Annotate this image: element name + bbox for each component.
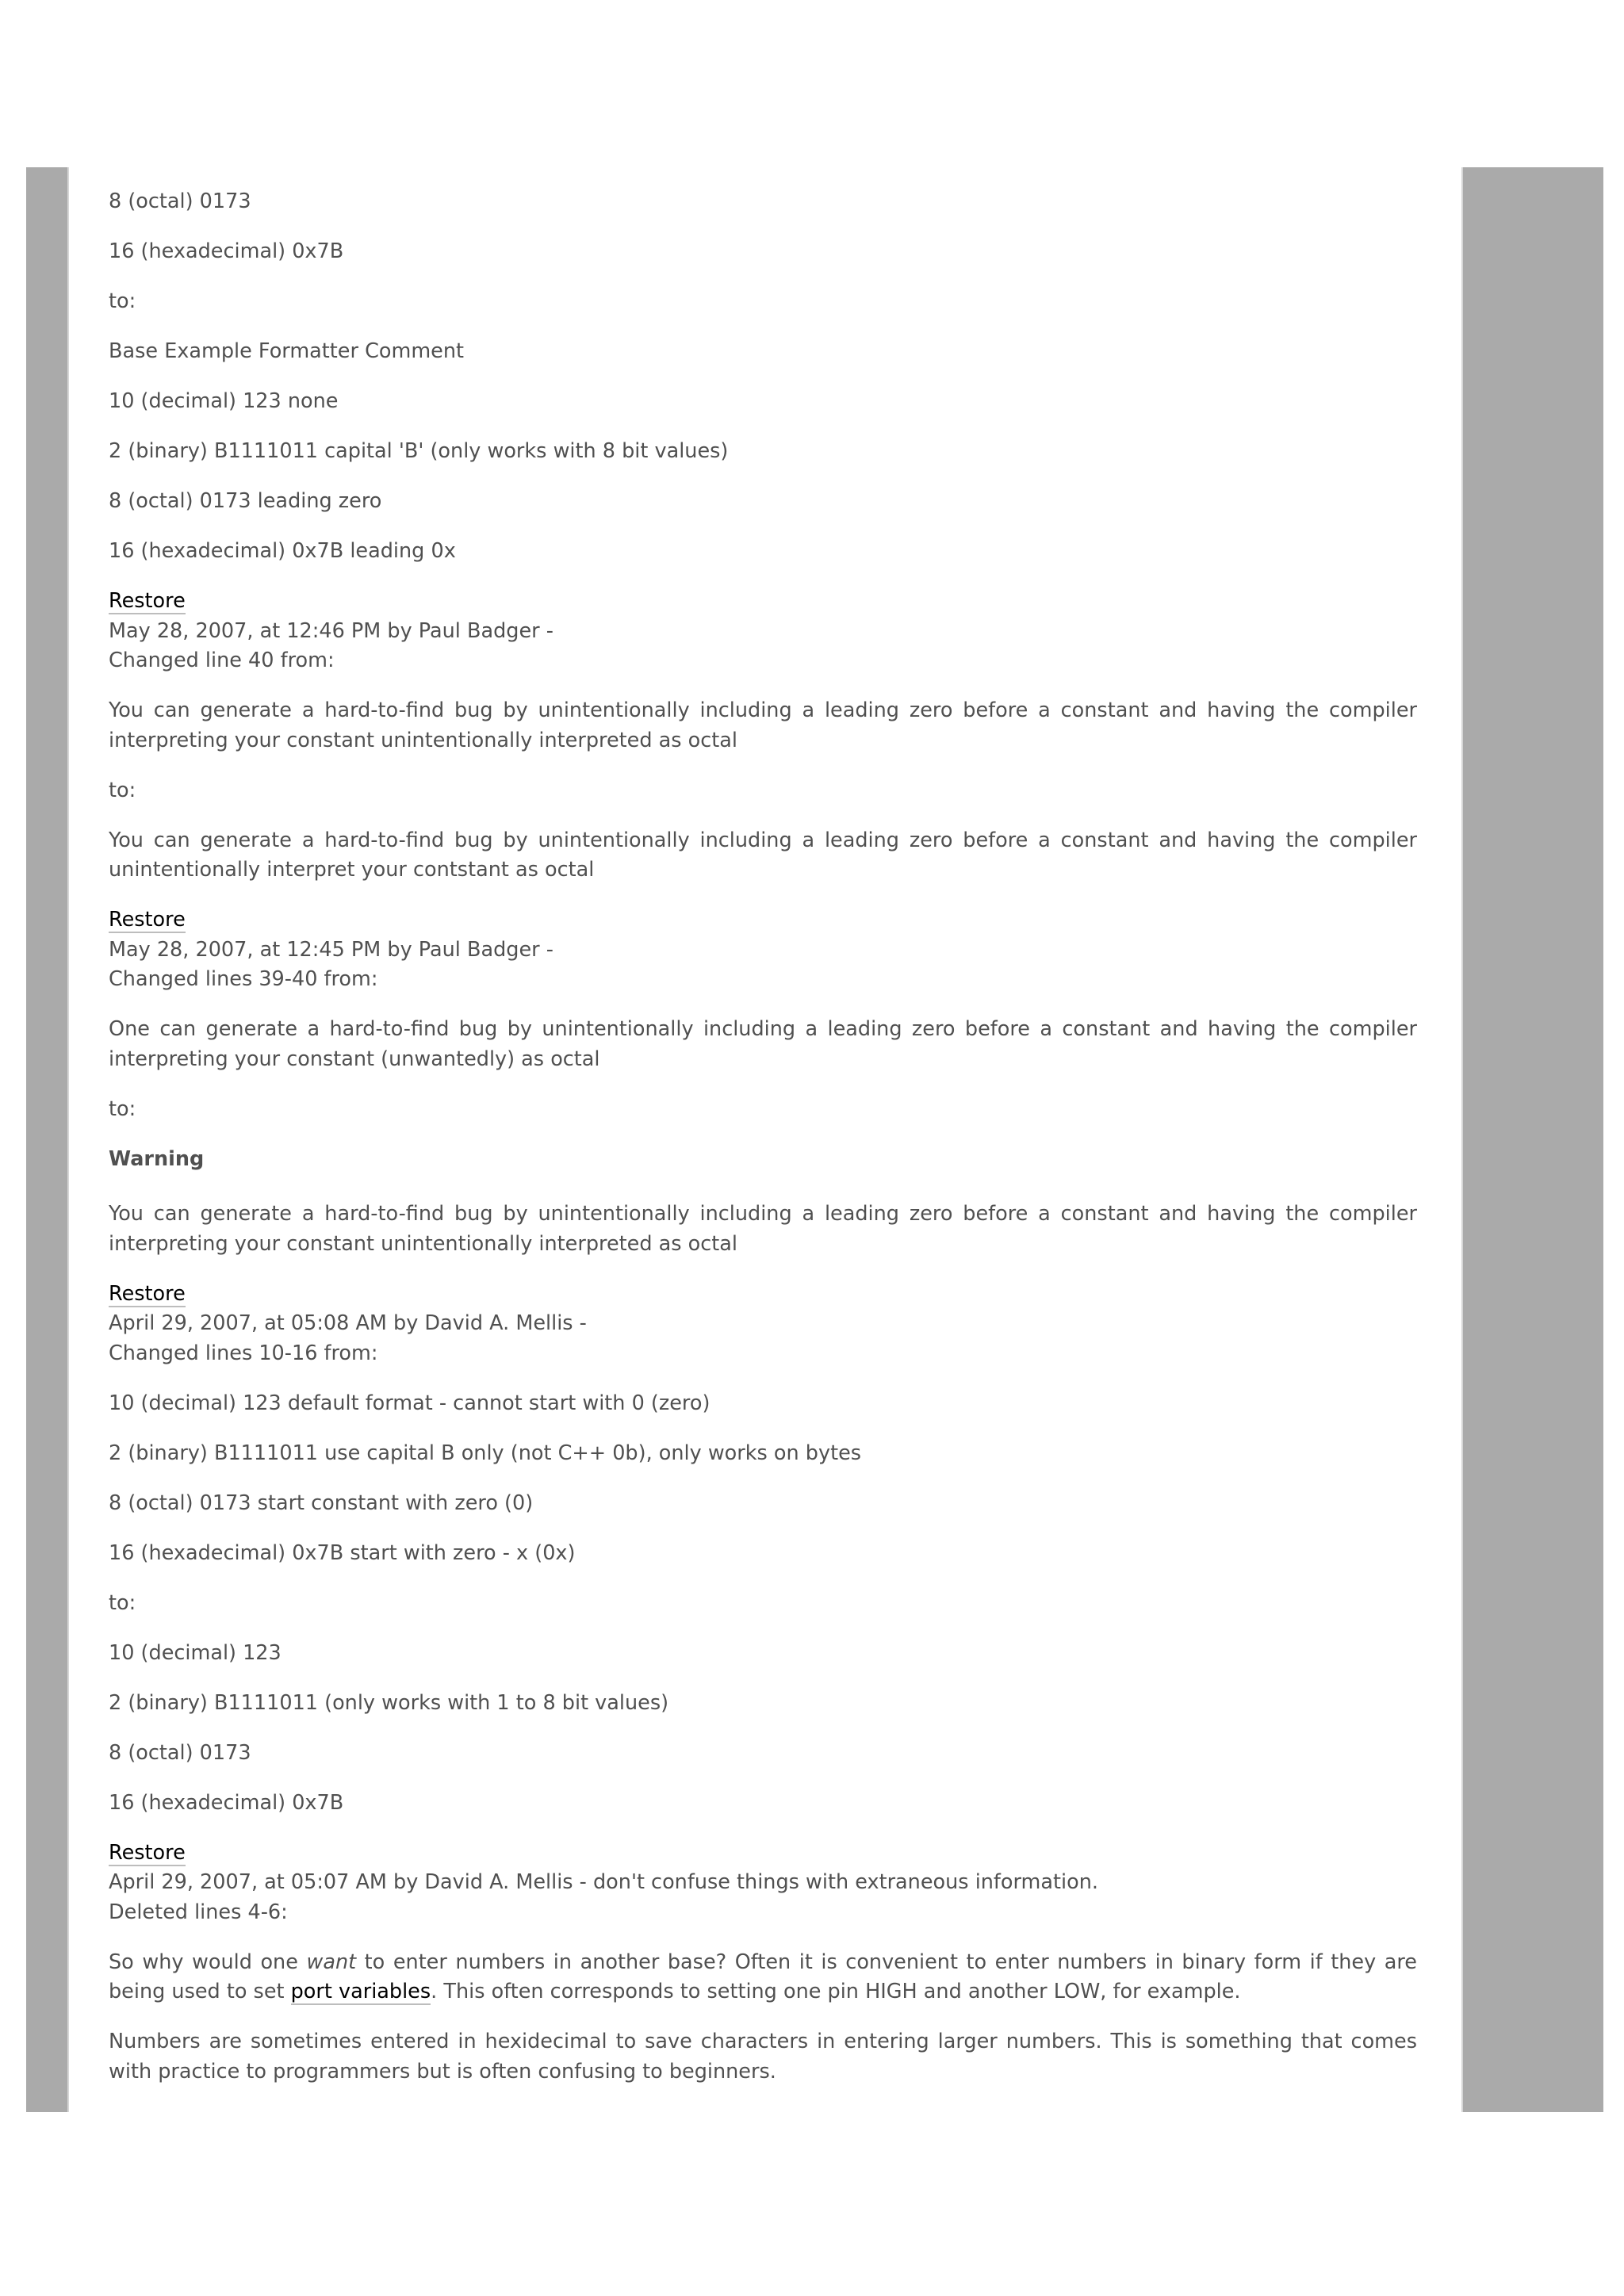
paragraph: to: bbox=[109, 1096, 136, 1121]
paragraph bbox=[109, 1948, 1417, 2007]
text-run: . This often corresponds to setting one pin HIGH and another LOW, for example. bbox=[431, 1980, 1241, 2003]
revision-change-summary: Changed line 40 from: bbox=[109, 649, 335, 672]
paragraph: 2 (binary) B1111011 capital 'B' (only works with 8 bit values) bbox=[109, 439, 729, 463]
restore-link[interactable]: Restore bbox=[109, 908, 186, 932]
paragraph: 8 (octal) 0173 bbox=[109, 1740, 251, 1765]
revision-entry bbox=[109, 1839, 1417, 1928]
left-sidebar-bar bbox=[26, 167, 69, 2112]
revision-change-summary: Changed lines 39-40 from: bbox=[109, 967, 378, 991]
text-run: to enter numbers in another base? Often it is convenient to enter numbers in binary form if they are being used to set bbox=[109, 1950, 1417, 2003]
revision-meta: May 28, 2007, at 12:46 PM by Paul Badger - bbox=[109, 618, 553, 643]
section-heading: Warning bbox=[109, 1146, 205, 1171]
paragraph: 10 (decimal) 123 none bbox=[109, 389, 339, 413]
paragraph: 16 (hexadecimal) 0x7B bbox=[109, 1790, 344, 1815]
revision-entry bbox=[109, 587, 1417, 676]
revision-meta: April 29, 2007, at 05:08 AM by David A. Mellis - bbox=[109, 1311, 587, 1335]
revision-change-summary: Changed lines 10-16 from: bbox=[109, 1341, 378, 1365]
paragraph: 10 (decimal) 123 default format - cannot start with 0 (zero) bbox=[109, 1391, 710, 1415]
paragraph: to: bbox=[109, 1590, 136, 1615]
restore-link[interactable]: Restore bbox=[109, 589, 186, 613]
revision-meta: May 28, 2007, at 12:45 PM by Paul Badger - bbox=[109, 937, 553, 962]
paragraph: You can generate a hard-to-find bug by unintentionally including a leading zero before a constant and having the compiler interpreting your constant unintentionally interpreted as octal bbox=[109, 698, 1417, 752]
paragraph: 16 (hexadecimal) 0x7B bbox=[109, 239, 344, 263]
paragraph: You can generate a hard-to-find bug by unintentionally including a leading zero before a constant and having the compiler interpreting your constant unintentionally interpreted as octal bbox=[109, 1202, 1417, 1256]
paragraph: One can generate a hard-to-find bug by unintentionally including a leading zero before a constant and having the compiler interpreting your constant (unwantedly) as octal bbox=[109, 1017, 1417, 1071]
revision-meta: April 29, 2007, at 05:07 AM by David A. Mellis - don't confuse things with extraneous information. bbox=[109, 1870, 1098, 1894]
revision-change-summary: Deleted lines 4-6: bbox=[109, 1900, 288, 1924]
emphasis-text: want bbox=[306, 1950, 357, 1974]
right-sidebar-bar bbox=[1461, 167, 1603, 2112]
paragraph: 10 (decimal) 123 bbox=[109, 1640, 282, 1665]
paragraph: 16 (hexadecimal) 0x7B start with zero - x (0x) bbox=[109, 1540, 576, 1565]
paragraph: You can generate a hard-to-find bug by unintentionally including a leading zero before a constant and having the compiler unintentionally interpret your contstant as octal bbox=[109, 828, 1417, 882]
paragraph: Numbers are sometimes entered in hexidecimal to save characters in entering larger numbers. This is something that comes with practice to programmers but is often confusing to beginners. bbox=[109, 2030, 1417, 2084]
text-run: So why would one bbox=[109, 1950, 307, 1974]
paragraph: 8 (octal) 0173 bbox=[109, 189, 251, 213]
paragraph: 16 (hexadecimal) 0x7B leading 0x bbox=[109, 539, 456, 563]
paragraph: 8 (octal) 0173 start constant with zero (0) bbox=[109, 1490, 534, 1515]
revision-entry bbox=[109, 905, 1417, 995]
paragraph: Base Example Formatter Comment bbox=[109, 339, 465, 363]
paragraph: to: bbox=[109, 778, 136, 802]
revision-history-content bbox=[109, 187, 1417, 2107]
paragraph: to: bbox=[109, 289, 136, 313]
restore-link[interactable]: Restore bbox=[109, 1281, 186, 1306]
restore-link[interactable]: Restore bbox=[109, 1840, 186, 1865]
paragraph: 2 (binary) B1111011 use capital B only (not C++ 0b), only works on bytes bbox=[109, 1441, 862, 1465]
revision-entry bbox=[109, 1280, 1417, 1369]
paragraph: 2 (binary) B1111011 (only works with 1 to 8 bit values) bbox=[109, 1690, 669, 1715]
paragraph: 8 (octal) 0173 leading zero bbox=[109, 489, 382, 513]
port-variables-link[interactable]: port variables bbox=[290, 1980, 431, 2003]
